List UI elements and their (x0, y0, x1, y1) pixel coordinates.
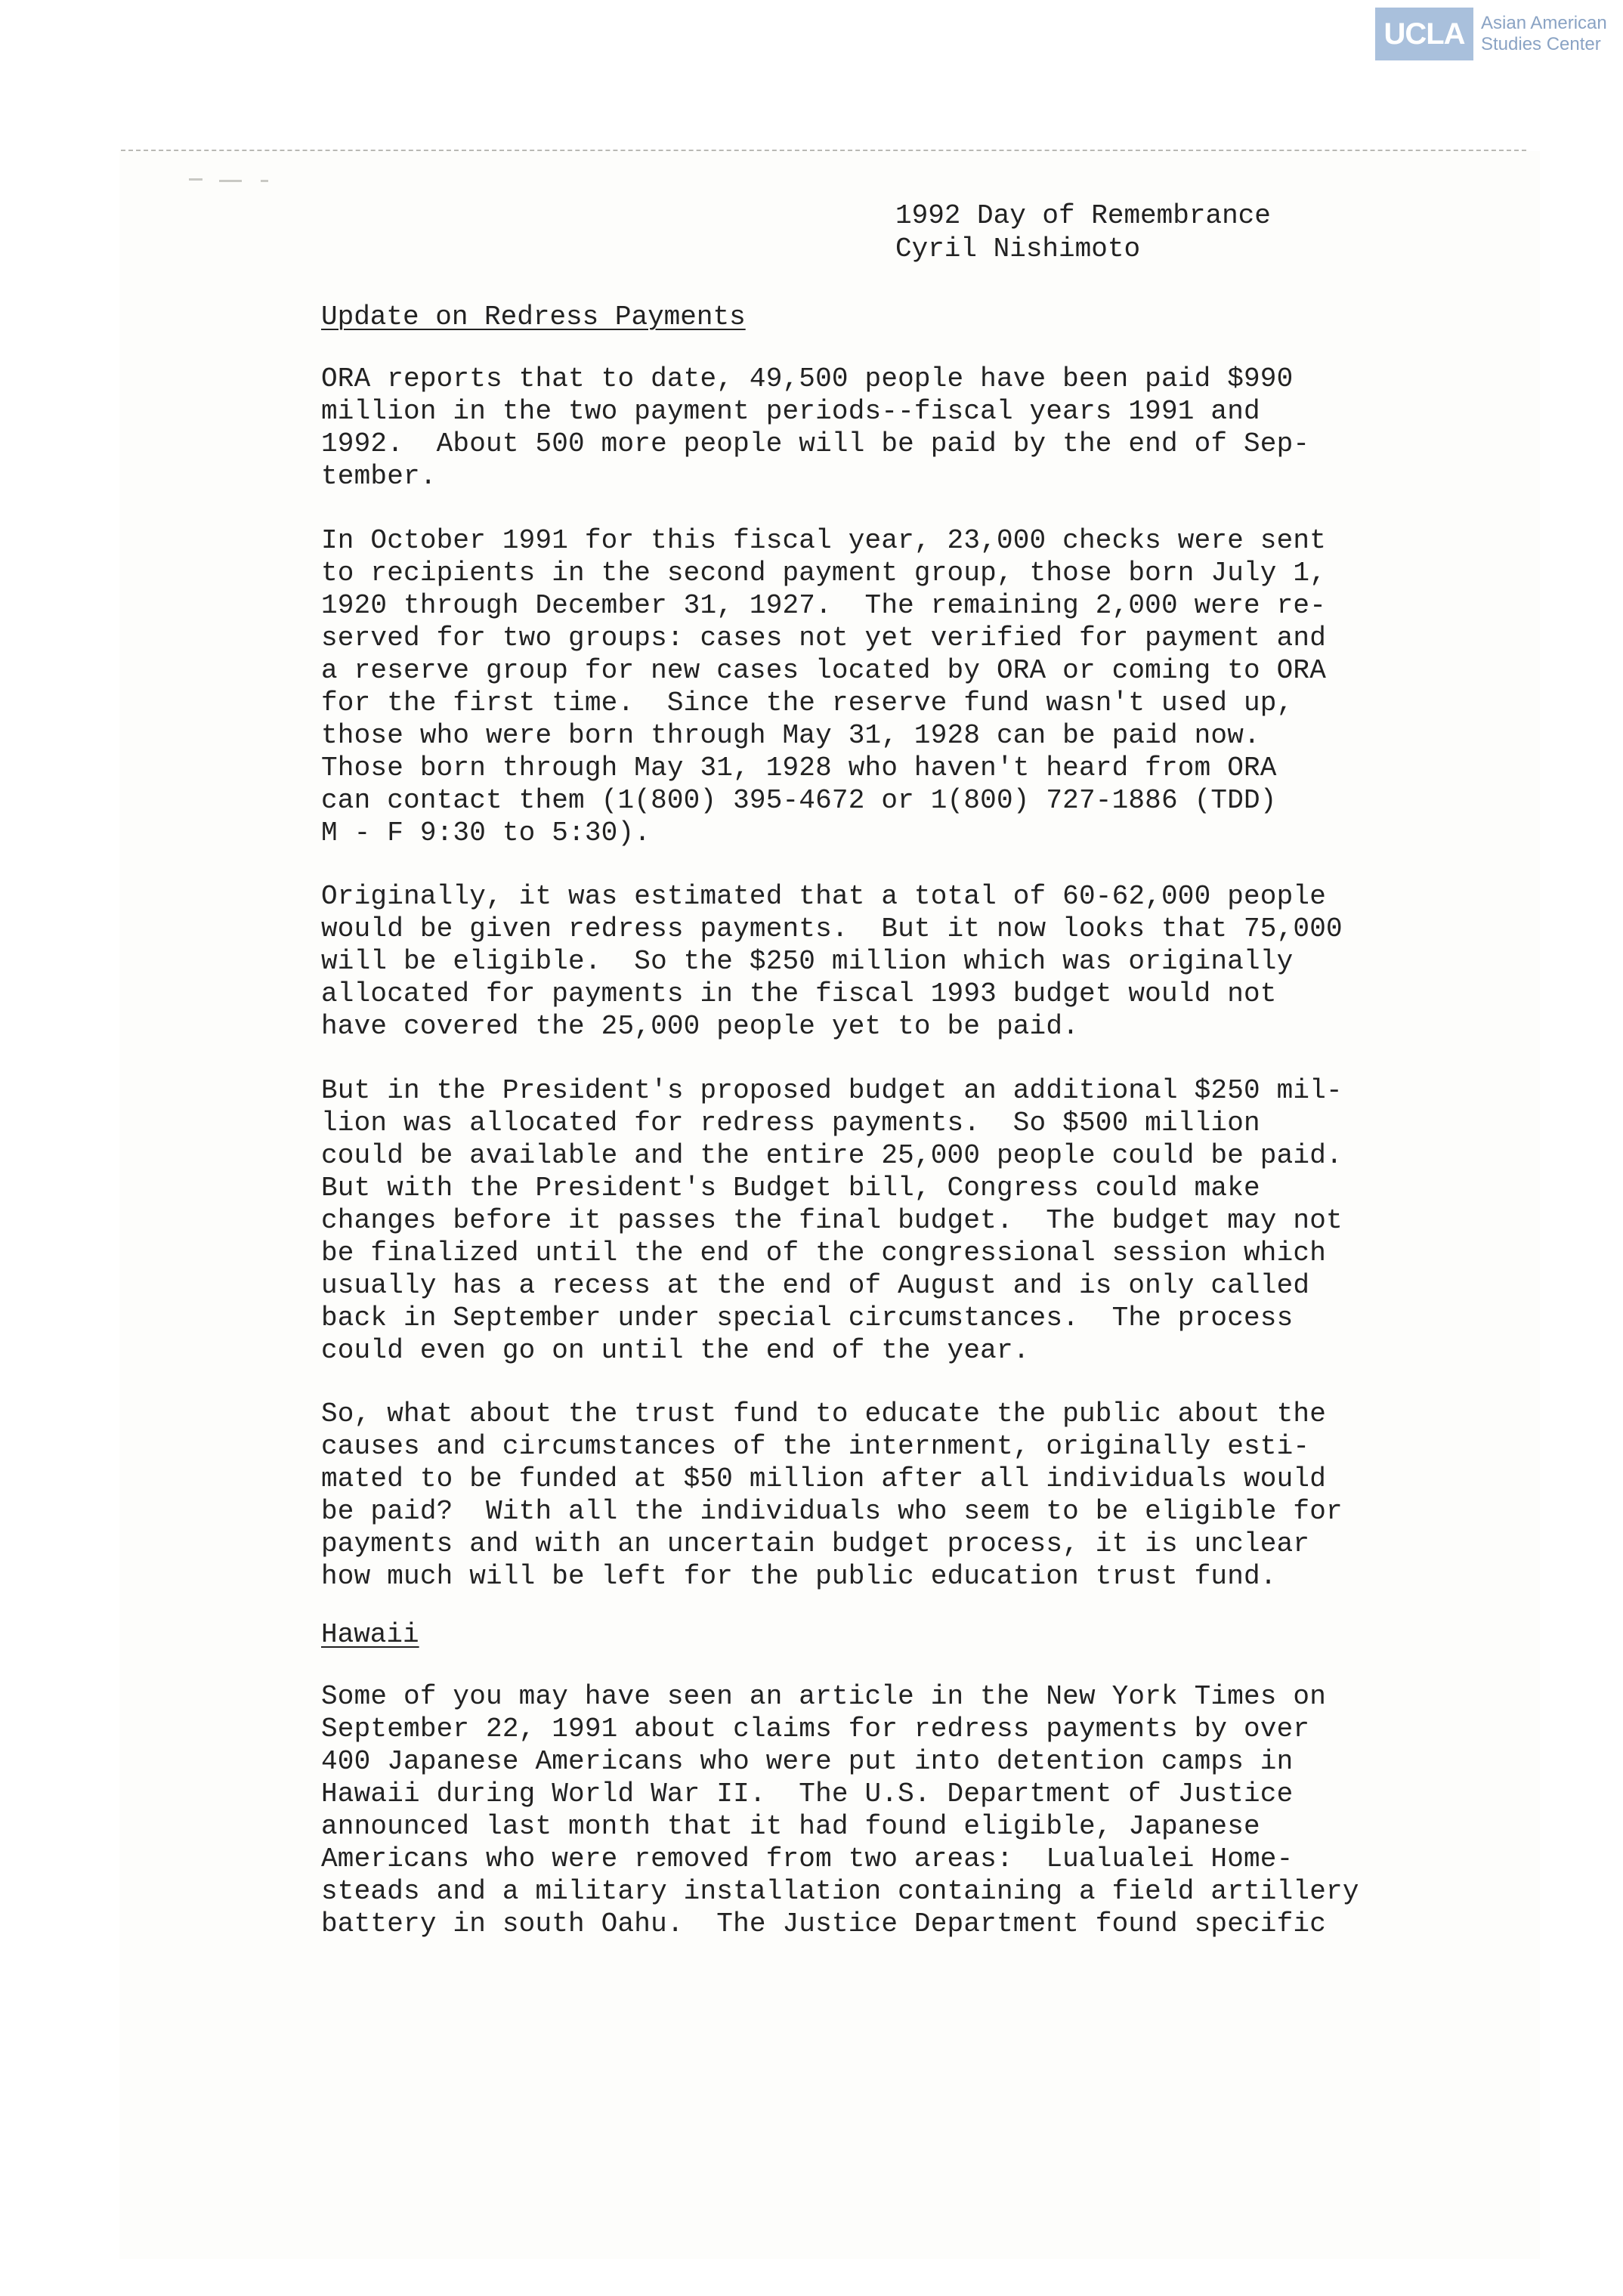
watermark-line1: Asian American (1481, 13, 1607, 33)
watermark-text (1481, 13, 1607, 55)
paragraph-line: Hawaii during World War II. The U.S. Department of Justice (321, 1778, 1294, 1809)
paragraph-line: steads and a military installation containing a field artillery (321, 1876, 1359, 1907)
paragraph-line: Originally, it was estimated that a total of 60-62,000 people (321, 881, 1327, 912)
paragraph-line: have covered the 25,000 people yet to be paid. (321, 1011, 1079, 1042)
paragraph-2 (321, 524, 1326, 849)
paragraph-line: 1992. About 500 more people will be paid by the end of Sep- (321, 428, 1310, 459)
paragraph-line: 400 Japanese Americans who were put into detention camps in (321, 1746, 1294, 1777)
section-heading-redress: Update on Redress Payments (321, 301, 746, 332)
paragraph-line: But with the President's Budget bill, Congress could make (321, 1173, 1260, 1204)
header-title: 1992 Day of Remembrance (895, 200, 1271, 231)
page-top-edge (121, 150, 1526, 151)
paragraph-4 (321, 1074, 1343, 1367)
paragraph-line: changes before it passes the final budget. The budget may not (321, 1205, 1343, 1236)
document-header (895, 199, 1271, 266)
page-speck (219, 180, 242, 182)
paragraph-line: those who were born through May 31, 1928 can be paid now. (321, 720, 1260, 751)
header-author: Cyril Nishimoto (895, 233, 1141, 264)
paragraph-line: would be given redress payments. But it now looks that 75,000 (321, 913, 1343, 944)
paragraph-line: can contact them (1(800) 395-4672 or 1(800) 727-1886 (TDD) (321, 785, 1277, 816)
paragraph-line: served for two groups: cases not yet verified for payment and (321, 623, 1327, 654)
paragraph-line: battery in south Oahu. The Justice Department found specific (321, 1908, 1327, 1939)
paragraph-line: for the first time. Since the reserve fund wasn't used up, (321, 688, 1294, 718)
ucla-logo: UCLA (1375, 8, 1473, 60)
paragraph-line: Those born through May 31, 1928 who haven't heard from ORA (321, 752, 1277, 783)
paragraph-line: a reserve group for new cases located by ORA or coming to ORA (321, 655, 1327, 686)
paragraph-line: allocated for payments in the fiscal 1993 budget would not (321, 978, 1277, 1009)
paragraph-line: could be available and the entire 25,000 people could be paid. (321, 1140, 1343, 1171)
paragraph-line: Some of you may have seen an article in the New York Times on (321, 1681, 1327, 1712)
paragraph-line: be paid? With all the individuals who seem to be eligible for (321, 1496, 1343, 1527)
paragraph-line: lion was allocated for redress payments. So $500 million (321, 1108, 1260, 1139)
page-speck (189, 178, 202, 181)
paragraph-line: million in the two payment periods--fiscal years 1991 and (321, 396, 1260, 427)
paragraph-6 (321, 1680, 1359, 1940)
section-heading-hawaii: Hawaii (321, 1619, 419, 1650)
paragraph-line: will be eligible. So the $250 million which was originally (321, 946, 1294, 977)
page-speck (261, 180, 268, 182)
paragraph-line: September 22, 1991 about claims for redress payments by over (321, 1714, 1310, 1744)
paragraph-line: could even go on until the end of the year. (321, 1335, 1030, 1366)
watermark-line2: Studies Center (1481, 34, 1601, 54)
paragraph-line: 1920 through December 31, 1927. The remaining 2,000 were re- (321, 590, 1327, 621)
paragraph-line: mated to be funded at $50 million after all individuals would (321, 1463, 1327, 1494)
paragraph-line: back in September under special circumstances. The process (321, 1303, 1294, 1333)
paragraph-line: announced last month that it had found eligible, Japanese (321, 1811, 1260, 1842)
paragraph-line: In October 1991 for this fiscal year, 23,000 checks were sent (321, 525, 1327, 556)
paragraph-5 (321, 1398, 1343, 1593)
paragraph-line: ORA reports that to date, 49,500 people have been paid $990 (321, 363, 1294, 394)
paragraph-line: But in the President's proposed budget an additional $250 mil- (321, 1075, 1343, 1106)
paragraph-3 (321, 880, 1343, 1043)
paragraph-line: So, what about the trust fund to educate the public about the (321, 1398, 1327, 1429)
paragraph-line: payments and with an uncertain budget process, it is unclear (321, 1528, 1310, 1559)
paragraph-line: to recipients in the second payment group, those born July 1, (321, 558, 1327, 589)
paragraph-line: Americans who were removed from two areas: Lualualei Home- (321, 1843, 1294, 1874)
paragraph-line: tember. (321, 461, 437, 492)
paragraph-line: be finalized until the end of the congressional session which (321, 1238, 1327, 1269)
ucla-aasc-watermark (1375, 8, 1615, 60)
paragraph-line: M - F 9:30 to 5:30). (321, 817, 651, 848)
paragraph-line: how much will be left for the public education trust fund. (321, 1561, 1277, 1592)
paragraph-1 (321, 363, 1309, 493)
paragraph-line: causes and circumstances of the internment, originally esti- (321, 1431, 1310, 1462)
paragraph-line: usually has a recess at the end of August and is only called (321, 1270, 1310, 1301)
